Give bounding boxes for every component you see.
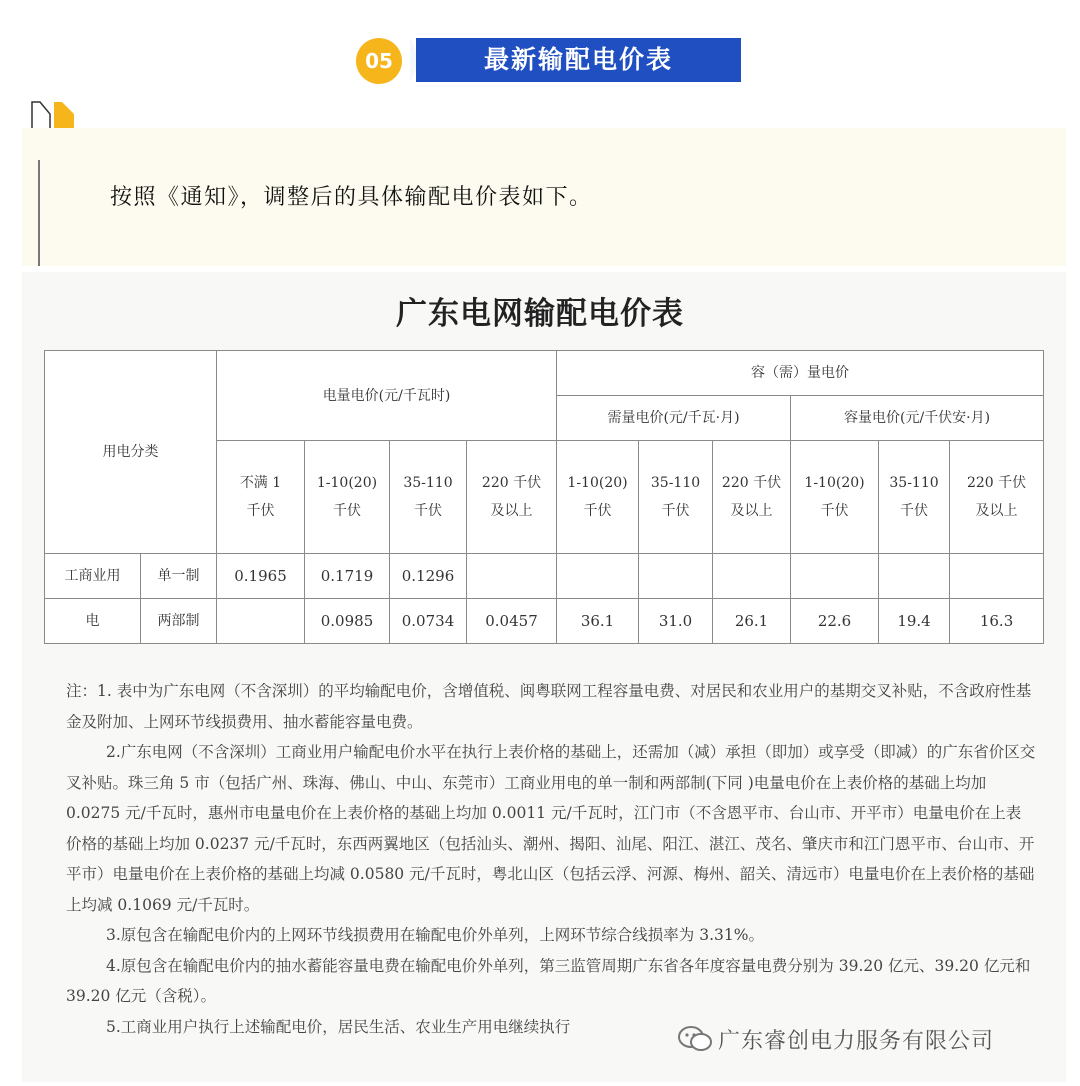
category-label-bottom: 电 (45, 599, 141, 644)
note-3: 3.原包含在输配电价内的上网环节线损费用在输配电价外单列，上网环节综合线损率为 3.31%。 (106, 926, 764, 944)
table-cell (879, 554, 950, 599)
table-cell (713, 554, 791, 599)
table-cell: 0.0734 (390, 599, 467, 644)
note-4: 4.原包含在输配电价内的抽水蓄能容量电费在输配电价外单列，第三监管周期广东省各年度容量电费分别为 39.20 亿元、39.20 亿元和 39.20 亿元（含税）。 (66, 956, 1031, 1005)
intro-text: 按照《通知》，调整后的具体输配电价表如下。 (110, 185, 593, 210)
section-title: 最新输配电价表 (483, 45, 673, 74)
wechat-icon (676, 1024, 714, 1054)
voltage-header: 35-110 千伏 (879, 441, 950, 554)
table-cell: 0.0457 (467, 599, 557, 644)
header-capacity-price: 容（需）量电价 (557, 351, 1044, 396)
table-cell: 22.6 (791, 599, 879, 644)
table-cell (791, 554, 879, 599)
note-1: 注：1. 表中为广东电网（不含深圳）的平均输配电价，含增值税、闽粤联网工程容量电费、对居民和农业用户的基期交叉补贴，不含政府性基金及附加、上网环节线损费用、抽水蓄能容量电费。 (66, 682, 1032, 731)
table-cell (557, 554, 639, 599)
table-cell (639, 554, 713, 599)
table-cell (950, 554, 1044, 599)
section-header (0, 0, 1080, 100)
table-notes (66, 676, 1036, 1042)
voltage-header: 1-10(20) 千伏 (791, 441, 879, 554)
table-cell: 0.1965 (217, 554, 305, 599)
voltage-header: 35-110 千伏 (639, 441, 713, 554)
note-2: 2.广东电网（不含深圳）工商业用户输配电价水平在执行上表价格的基础上，还需加（减）承担（即加）或享受（即减）的广东省价区交叉补贴。珠三角 5 市（包括广州、珠海、佛山、中山、东莞市）工商业用电的单一制和两部制(下同 )电量电价在上表价格的基础上均加 0.0275 元/千瓦时，惠州市电量电价在上表价格的基础上均加 0.0011 元/千瓦时，江门市（不含恩平市、台山市、开平市）电量电价在上表价格的基础上均加 0.0237 元/千瓦时，东西两翼地区（包括汕头、潮州、揭阳、汕尾、阳江、湛江、茂名、肇庆市和江门恩平市、台山市、开平市）电量电价在上表价格的基础上均减 0.0580 元/千瓦时，粤北山区（包括云浮、河源、梅州、韶关、清远市）电量电价在上表价格的基础上均减 0.1069 元/千瓦时。 (66, 743, 1036, 914)
table-cell: 0.1296 (390, 554, 467, 599)
document-title: 广东电网输配电价表 (396, 296, 684, 332)
voltage-header: 220 千伏 及以上 (713, 441, 791, 554)
voltage-header: 不满 1 千伏 (217, 441, 305, 554)
row-label-two-part: 两部制 (141, 599, 217, 644)
header-energy-price: 电量电价(元/千瓦时) (217, 351, 557, 441)
table-cell: 0.1719 (305, 554, 390, 599)
row-label-single: 单一制 (141, 554, 217, 599)
voltage-header: 1-10(20) 千伏 (557, 441, 639, 554)
table-cell (217, 599, 305, 644)
header-user-category: 用电分类 (45, 351, 217, 554)
voltage-header: 220 千伏 及以上 (950, 441, 1044, 554)
note-5: 5.工商业用户执行上述输配电价，居民生活、农业生产用电继续执行 (106, 1017, 571, 1036)
table-cell: 19.4 (879, 599, 950, 644)
voltage-header: 35-110 千伏 (390, 441, 467, 554)
watermark-text: 广东睿创电力服务有限公司 (718, 1028, 995, 1054)
section-number-badge: 05 (356, 38, 402, 84)
voltage-header: 220 千伏 及以上 (467, 441, 557, 554)
watermark (676, 1022, 994, 1056)
intro-accent-rule (38, 160, 40, 266)
table-cell: 0.0985 (305, 599, 390, 644)
table-cell: 26.1 (713, 599, 791, 644)
header-capacity-kva-price: 容量电价(元/千伏安·月) (791, 396, 1044, 441)
header-demand-price: 需量电价(元/千瓦·月) (557, 396, 791, 441)
category-label-top: 工商业用 (45, 554, 141, 599)
table-cell: 36.1 (557, 599, 639, 644)
table-cell: 31.0 (639, 599, 713, 644)
table-cell (467, 554, 557, 599)
table-cell: 16.3 (950, 599, 1044, 644)
tariff-table (44, 350, 1044, 644)
voltage-header: 1-10(20) 千伏 (305, 441, 390, 554)
